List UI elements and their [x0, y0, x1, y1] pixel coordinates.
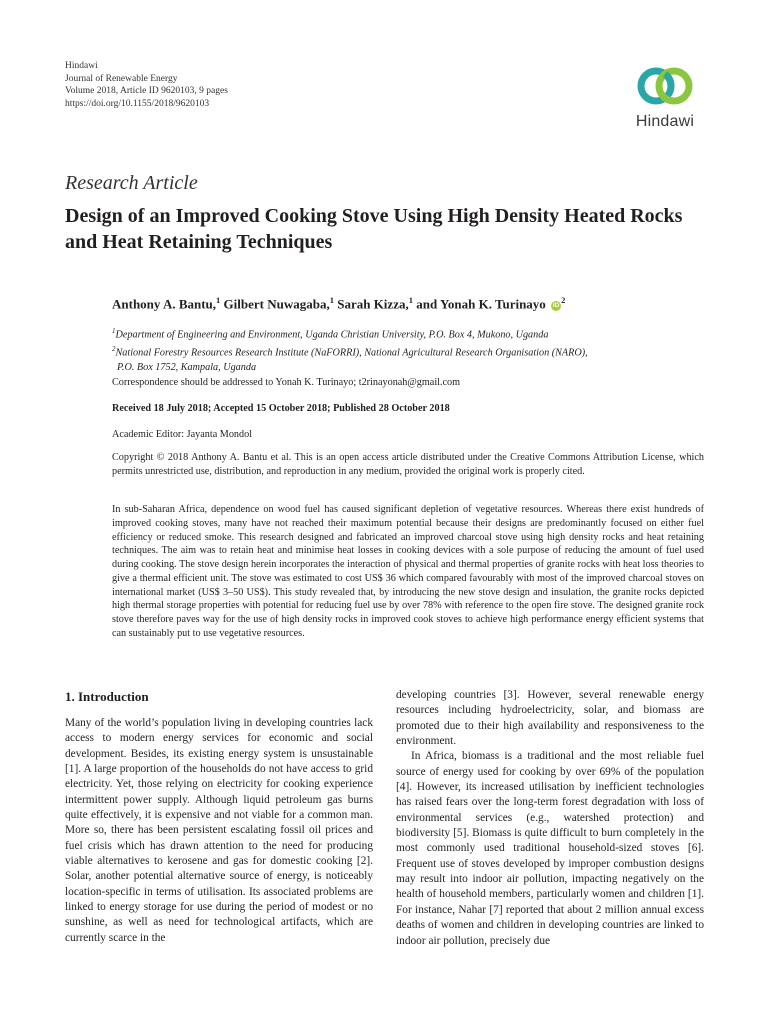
hindawi-logo	[620, 60, 710, 138]
logo-text: Hindawi	[635, 113, 695, 130]
publication-dates: Received 18 July 2018; Accepted 15 October 2018; Published 28 October 2018	[112, 403, 450, 414]
affiliation-2-cont: P.O. Box 1752, Kampala, Uganda	[117, 361, 257, 373]
copyright-notice: Copyright © 2018 Anthony A. Bantu et al. This is an open access article distributed under the Creative Commons Attribution License, which permits unrestricted use, distribution, and reproduction in any medium, provided the original work is properly cited.	[112, 452, 704, 477]
section-heading: 1. Introduction	[65, 689, 149, 704]
author-name: and Yonah K. Turinayo	[416, 296, 546, 312]
journal-header	[65, 60, 228, 110]
author-sup: 1	[408, 295, 413, 305]
hindawi-logo-icon	[635, 60, 695, 112]
body-column-right	[396, 688, 704, 949]
abstract: In sub-Saharan Africa, dependence on wood fuel has caused significant depletion of vegetative resources. Whereas there exist hundreds of improved cooking stoves, many have not reached their maximum potential because their designs are predominantly focused on either fuel efficiency or reduced smoke. This research designed and fabricated an improved charcoal stove using high density rocks and heat retaining techniques. The aim was to retain heat and minimise heat losses in cooking devices with a sole purpose of reducing the amount of fuel used during cooking. The stove design herein incorporates the interaction of physical and thermal properties of granite rocks with heat loss theories to give a thermal efficient unit. The stove was estimated to cost US$ 36 which compared favourably with most of the improved charcoal stoves on international market (US$ 3–50 US$). This study revealed that, by introducing the new stove design and insulation, the granite rocks depicted high thermal storage properties with potential for reducing fuel use by over 78% with reference to the open fire stove. The designed granite rock stove therefore paves way for the use of high density rocks in improved cook stoves to achieve high performance energy efficient systems that can sustainably put to use vegetative resources.	[112, 504, 704, 639]
volume-info: Volume 2018, Article ID 9620103, 9 pages	[65, 86, 228, 96]
affiliation-1: Department of Engineering and Environment, Uganda Christian University, P.O. Box 4, Mukono, Uganda	[115, 329, 549, 341]
correspondence: Correspondence should be addressed to Yonah K. Turinayo; t2rinayonah@gmail.com	[112, 377, 461, 388]
journal-name: Journal of Renewable Energy	[65, 73, 178, 84]
body-column-left	[65, 716, 373, 946]
orcid-icon[interactable]: iD	[552, 302, 560, 310]
affil-sup: 2	[112, 345, 116, 354]
body-paragraph: In Africa, biomass is a traditional and the most reliable fuel source of energy used for cooking by over 69% of the population [4]. However, its increased utilisation by inefficient technologies has raised fears over the long-term forest degradation with loss of environmental services (e.g., watershed protection) and biodiversity [5]. Biomass is quite difficult to burn completely in the most commonly used traditional household-sized stoves [6]. Frequent use of stoves developed by improper combustion designs may result into indoor air pollution, impacting negatively on the health of household members, particularly women and children [1]. For instance, Nahar [7] reported that about 2 million annual excess deaths of women and children in developing countries are linked to indoor air pollution, precisely due	[396, 750, 704, 947]
affiliations	[112, 324, 712, 375]
author-list	[112, 295, 565, 312]
academic-editor: Academic Editor: Jayanta Mondol	[112, 429, 253, 440]
affil-sup: 1	[112, 327, 116, 335]
author-sup: 1	[216, 295, 221, 305]
author-name: Gilbert Nuwagaba,	[223, 296, 330, 312]
author-sup: 1	[329, 295, 334, 305]
article-type: Research Article	[65, 172, 198, 194]
publisher-name: Hindawi	[65, 61, 98, 71]
body-paragraph: developing countries [3]. However, several renewable energy resources including hydroelectricity, solar, and biomass are promoted due to their high availability and responsiveness to the environment.	[396, 689, 704, 748]
affiliation-2: National Forestry Resources Research Institute (NaFORRI), National Agricultural Research Organisation (NARO),	[115, 347, 588, 359]
article-title: Design of an Improved Cooking Stove Using High Density Heated Rocks and Heat Retaining Techniques	[65, 205, 683, 253]
doi-link[interactable]: https://doi.org/10.1155/2018/9620103	[65, 98, 210, 109]
author-name: Sarah Kizza,	[337, 296, 409, 312]
author-name: Anthony A. Bantu,	[112, 296, 217, 312]
body-paragraph: Many of the world’s population living in developing countries lack access to modern energy services for economic and social development. Besides, its existing energy system is unsustainable [1]. A large proportion of the households do not have access to grid electricity. Yet, those relying on electricity for cooking experience intermittent power supply. Although liquid petroleum gas burns quite effectively, it is expensive and not viable for a common man. More so, there has been persistent escalating fossil oil prices and fuel crisis which has drawn attention to the need for producing viable alternatives to kerosene and gas for domestic cooking [2]. Solar, another potential alternative source of energy, is noticeably location-specific in terms of utilisation. Its associated problems are linked to energy storage for use during the period of modest or no sunshine, as well as need for technological artifacts, which are currently scarce in the	[65, 717, 373, 944]
author-sup: 2	[561, 295, 566, 305]
